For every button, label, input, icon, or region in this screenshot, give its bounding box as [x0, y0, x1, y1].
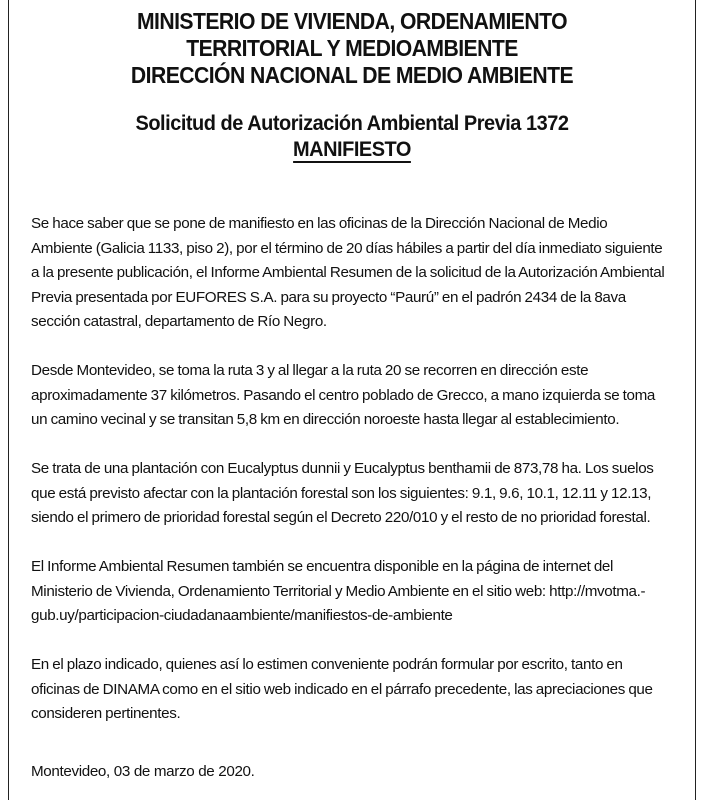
header-line-1: MINISTERIO DE VIVIENDA, ORDENAMIENTO [136, 8, 568, 34]
date-signoff: Montevideo, 03 de marzo de 2020. [31, 763, 255, 780]
paragraph-plantation: Se trata de una plantación con Eucalyptus dunnii y Eucalyptus benthamii de 873,78 ha. Los suelos que está previsto afectar con la plantación forestal son los siguientes: 9.1, 9.6, 10.1, 12.11 y 12.13, siendo el primero de prioridad forestal según el Decreto 220/010 y el resto de no prioridad forestal. [31, 460, 654, 526]
title-manifiesto: MANIFIESTO [293, 138, 411, 161]
ministry-header [36, 8, 667, 89]
notice-page [8, 0, 696, 800]
notice-body [31, 212, 671, 751]
notice-title [26, 111, 678, 163]
paragraph-comments: En el plazo indicado, quienes así lo estimen conveniente podrán formular por escrito, tanto en oficinas de DINAMA como en el sitio web indicado en el párrafo precedente, las apreciaciones que consideren pertinentes. [31, 656, 653, 722]
header-line-3: DIRECCIÓN NACIONAL DE MEDIO AMBIENTE [130, 62, 574, 88]
title-main: Solicitud de Autorización Ambiental Previa 1372 [135, 112, 569, 135]
paragraph-publication: Se hace saber que se pone de manifiesto en las oficinas de la Dirección Nacional de Medio Ambiente (Galicia 1133, piso 2), por el término de 20 días hábiles a partir del día inmediato siguiente a la presente publicación, el Informe Ambiental Resumen de la solicitud de la Autorización Ambiental Previa presentada por EUFORES S.A. para su proyecto “Paurú” en el padrón 2434 de la 8ava sección catastral, departamento de Río Negro. [31, 215, 665, 330]
paragraph-directions: Desde Montevideo, se toma la ruta 3 y al llegar a la ruta 20 se recorren en dirección este aproximadamente 37 kilómetros. Pasando el centro poblado de Grecco, a mano izquierda se toma un camino vecinal y se transitan 5,8 km en dirección noroeste hasta llegar al establecimiento. [31, 362, 656, 428]
header-line-2: TERRITORIAL Y MEDIOAMBIENTE [186, 35, 518, 61]
paragraph-website: El Informe Ambiental Resumen también se encuentra disponible en la página de internet del Ministerio de Vivienda, Ordenamiento Territorial y Medio Ambiente en el sitio web: http://mvotma.-gub.uy/participacion-ciudadanaambiente/manifiestos-de-ambiente [31, 558, 646, 624]
